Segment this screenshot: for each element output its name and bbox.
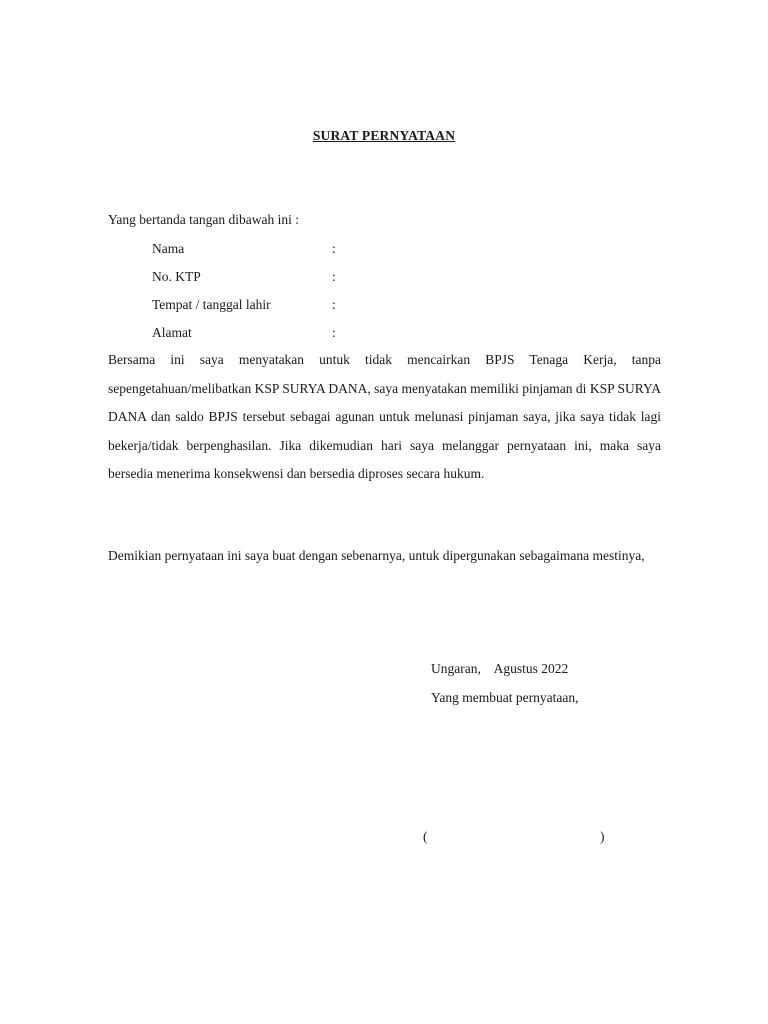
field-label: No. KTP — [152, 269, 201, 284]
field-colon: : — [332, 297, 336, 312]
field-label: Nama — [152, 241, 185, 256]
place-date: Ungaran, Agustus 2022 — [431, 661, 569, 676]
signature-paren-open: ( — [423, 829, 428, 844]
signature-paren-close: ) — [600, 829, 605, 844]
field-label: Alamat — [152, 325, 192, 340]
document-title: SURAT PERNYATAAN — [312, 128, 456, 143]
field-label: Tempat / tanggal lahir — [152, 297, 271, 312]
field-colon: : — [332, 241, 336, 256]
field-colon: : — [332, 269, 336, 284]
signer-label: Yang membuat pernyataan, — [431, 690, 579, 705]
intro-text: Yang bertanda tangan dibawah ini : — [108, 212, 299, 227]
field-colon: : — [332, 325, 336, 340]
statement-paragraph: Bersama ini saya menyatakan untuk tidak mencairkan BPJS Tenaga Kerja, tanpa sepengetahuan/melibatkan KSP SURYA DANA, saya menyatakan memiliki pinjaman di KSP SURYA DANA dan saldo BPJS tersebut sebagai agunan untuk melunasi pinjaman saya, jika saya tidak lagi bekerja/tidak berpenghasilan. Jika dikemudian hari saya melanggar pernyataan ini, maka saya bersedia menerima konsekwensi dan bersedia diproses secara hukum. — [108, 352, 661, 481]
closing-paragraph: Demikian pernyataan ini saya buat dengan sebenarnya, untuk dipergunakan sebagaimana mestinya, — [108, 548, 645, 563]
